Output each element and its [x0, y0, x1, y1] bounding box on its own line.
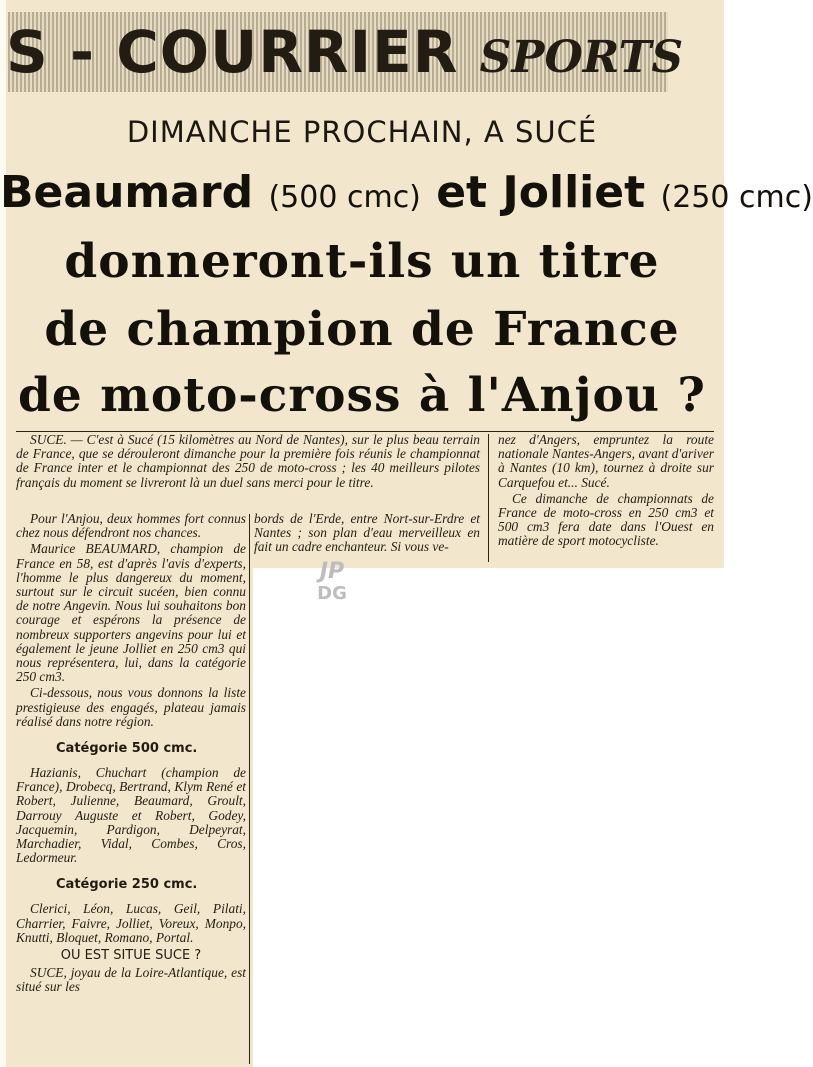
article-column-1: [16, 512, 246, 994]
headline-conjunction: et: [436, 167, 488, 218]
watermark-bottom: DG: [317, 583, 347, 604]
section-banner: [6, 12, 684, 92]
banner-main: S - COURRIER: [6, 18, 459, 86]
category-500-list: Hazianis, Chuchart (champion de France), Drobecq, Bertrand, Klym René et Robert, Julienne, Beaumard, Groult, Darrouy Auguste et Robert, Godey, Jacquemin, Pardigon, Delpeyrat, Marchadier, Vidal, Combes, Cros, Ledormeur.: [16, 765, 246, 866]
col1-paragraph-2: Maurice BEAUMARD, champion de France en 58, est d'après l'avis d'experts, l'homme le plus dangereux du moment, surtout sur le circuit sucéen, bien connu de notre Angevin. Nous lui souhaitons bon courage et espérons la présence de nombreux supporters angevins pour lui et également le jeune Jolliet en 250 cm3 qui nous représentera, lui, dans la catégorie 250 cm3.: [16, 541, 246, 685]
headline: [0, 160, 813, 231]
headline-name-2: Jolliet: [502, 167, 646, 218]
title-line-3: de moto-cross à l'Anjou ?: [18, 368, 706, 423]
kicker-line: DIMANCHE PROCHAIN, A SUCÉ: [126, 115, 598, 149]
title-line-1: donneront-ils un titre: [64, 234, 660, 289]
column-rule-right: [488, 434, 489, 562]
watermark-top: JP: [319, 559, 345, 584]
col3-paragraph-2: Ce dimanche de championnats de France de moto-cross en 250 cm3 et 500 cm3 fera date dans l'Ouest en matière de sport motocycliste.: [498, 490, 714, 549]
col2-paragraph: bords de l'Erde, entre Nort-sur-Erdre et Nantes ; son plan d'eau merveilleux en fait un cadre enchanteur. Si vous ve-: [254, 511, 480, 555]
col1-paragraph-1: Pour l'Anjou, deux hommes fort connus chez nous défendront nos chances.: [16, 511, 246, 541]
title-line-2: de champion de France: [44, 302, 680, 357]
intro-text: SUCE. — C'est à Sucé (15 kilomètres au Nord de Nantes), sur le plus beau terrain de France, que se dérouleront dimanche pour la première fois réunis le championnat de France inter et le championnat des 250 de moto-cross ; les 40 meilleurs pilotes français du moment se livreront là un duel sans merci pour le titre.: [16, 432, 480, 490]
watermark-logo: [300, 560, 364, 610]
article-column-3: [498, 433, 714, 549]
where-heading: OU EST SITUE SUCE ?: [60, 948, 202, 964]
banner-sports: SPORTS: [479, 32, 684, 83]
headline-name-1: Beaumard: [0, 167, 254, 218]
category-250-list: Clerici, Léon, Lucas, Geil, Pilati, Charrier, Faivre, Jolliet, Voreux, Monpo, Knutti, Bloquet, Romano, Portal.: [16, 901, 246, 945]
banner-title: [6, 16, 683, 94]
category-500-heading: Catégorie 500 cmc.: [56, 741, 198, 757]
article-column-2: [254, 512, 480, 555]
where-paragraph: SUCE, joyau de la Loire-Atlantique, est situé sur les: [16, 965, 246, 995]
headline-class-2: (250 cmc): [660, 180, 813, 215]
intro-paragraph: [16, 433, 480, 490]
col3-paragraph-1: nez d'Angers, empruntez la route nationale Nantes-Angers, avant d'ariver à Nantes (10 km), tournez à droite sur Carquefou et... Sucé.: [498, 432, 714, 490]
column-rule-left: [249, 514, 250, 1064]
col1-paragraph-3: Ci-dessous, nous vous donnons la liste prestigieuse des engagés, plateau jamais réalisé dans notre région.: [16, 685, 246, 729]
category-250-heading: Catégorie 250 cmc.: [56, 877, 198, 893]
headline-class-1: (500 cmc): [268, 180, 421, 215]
